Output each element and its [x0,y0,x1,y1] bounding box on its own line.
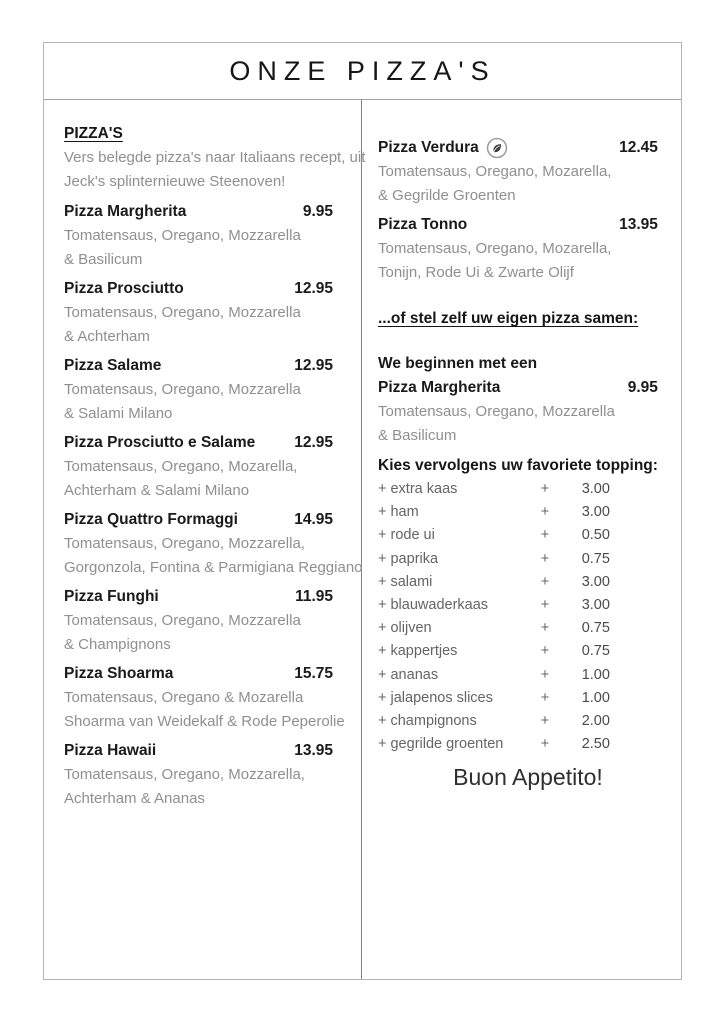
topping-plus-sign: + [540,527,550,544]
topping-label: + extra kaas [378,481,458,497]
item-description-line: Tomatensaus, Oregano, Mozzarella [64,612,301,629]
topping-plus-sign: + [540,504,550,521]
left-column [44,100,366,979]
item-name: Pizza Prosciutto e Salame [64,434,256,451]
menu-sheet [43,42,682,980]
topping-plus-sign: + [540,573,550,590]
section-heading: PIZZA'S [64,125,123,142]
item-description-line: Tomatensaus, Oregano, Mozzarella [64,304,301,321]
menu-item [64,431,333,503]
topping-row [378,664,610,687]
topping-label: + ananas [378,666,439,683]
topping-row [378,687,610,710]
item-description-line: Tomatensaus, Oregano, Mozzarella [64,381,301,398]
topping-price: 3.00 [581,573,610,590]
item-description-line: & Basilicum [378,427,457,444]
item-description-line: Gorgonzola, Fontina & Parmigiana Reggiano [64,559,363,576]
item-price: 13.95 [619,216,658,233]
item-description [64,378,333,426]
item-name-text: Pizza Verdura [378,139,479,156]
topping-plus-sign: + [540,597,550,614]
topping-plus-sign: + [540,620,550,637]
toppings-heading: Kies vervolgens uw favoriete topping: [378,457,658,474]
item-description-line: Tomatensaus, Oregano, Mozarella, [64,458,298,475]
topping-price: 0.50 [581,527,610,544]
item-price: 9.95 [302,203,333,220]
menu-item [64,508,363,580]
item-description [378,237,658,285]
item-description-line: & Basilicum [64,251,143,268]
item-description-line: & Salami Milano [64,405,173,422]
topping-price: 1.00 [581,689,610,706]
menu-columns [44,100,681,979]
item-description [64,763,333,811]
item-price: 11.95 [295,588,333,605]
menu-item [378,213,658,285]
topping-plus-sign: + [540,481,550,497]
topping-label: + champignons [378,713,477,730]
topping-price: 0.75 [581,643,610,660]
item-description [64,301,333,349]
menu-item [64,354,333,426]
item-description-line: Tomatensaus, Oregano, Mozzarella, [64,766,305,783]
item-description [64,224,333,272]
item-price: 15.75 [294,665,333,682]
topping-row [378,594,610,617]
item-price: 9.95 [627,379,658,396]
menu-item [64,200,333,272]
page-title: ONZE PIZZA'S [229,55,496,86]
item-name: Pizza Quattro Formaggi [64,511,238,528]
item-description-line: & Achterham [64,328,150,345]
topping-row [378,571,610,594]
item-price: 13.95 [294,742,333,759]
item-description [378,160,658,208]
menu-item [64,662,345,734]
topping-price: 1.00 [581,666,610,683]
menu-item [64,739,333,811]
topping-row [378,733,610,756]
item-description [64,455,333,503]
item-name: Pizza Prosciutto [64,280,184,297]
right-column [362,100,691,979]
item-description-line: Tonijn, Rode Ui & Zwarte Olijf [378,264,574,281]
topping-row [378,548,610,571]
item-description [378,400,658,448]
intro-line: Jeck's splinternieuwe Steenoven! [64,173,286,190]
item-description-line: Achterham & Ananas [64,790,205,807]
toppings-list [378,478,658,756]
menu-item [64,585,333,657]
topping-row [378,478,610,501]
topping-price: 3.00 [581,597,610,614]
menu-item [378,376,658,448]
topping-label: + rode ui [378,527,435,544]
topping-price: 0.75 [581,620,610,637]
intro-line: Vers belegde pizza's naar Italiaans recept, uit [64,149,366,166]
topping-plus-sign: + [540,550,550,567]
item-description-line: Tomatensaus, Oregano, Mozarella, [378,163,612,180]
topping-label: + salami [378,573,433,590]
footer-text: Buon Appetito! [453,764,603,791]
topping-row [378,710,610,733]
topping-row [378,524,610,547]
item-description [64,532,363,580]
item-description-line: Tomatensaus, Oregano, Mozzarella [64,227,301,244]
topping-plus-sign: + [540,689,550,706]
item-price: 12.95 [294,434,333,451]
topping-row [378,617,610,640]
item-name: Pizza Salame [64,357,162,374]
item-description-line: Tomatensaus, Oregano & Mozarella [64,689,304,706]
topping-plus-sign: + [540,666,550,683]
item-description [64,686,345,734]
topping-label: + kappertjes [378,643,458,660]
topping-label: + gegrilde groenten [378,736,504,753]
item-description-line: Achterham & Salami Milano [64,482,250,499]
topping-row [378,501,610,524]
topping-price: 3.00 [581,504,610,521]
topping-plus-sign: + [540,713,550,730]
item-price: 14.95 [294,511,333,528]
item-name: Pizza Margherita [64,203,187,220]
item-description-line: & Gegrilde Groenten [378,187,516,204]
menu-item [378,136,658,208]
topping-plus-sign: + [540,736,550,753]
item-price: 12.95 [294,357,333,374]
item-name: Pizza Tonno [378,216,468,233]
topping-price: 2.50 [581,736,610,753]
item-description [64,609,333,657]
topping-label: + olijven [378,620,432,637]
base-pizza-intro: We beginnen met een [378,355,538,372]
item-name: Pizza Shoarma [64,665,174,682]
topping-label: + ham [378,504,419,521]
intro-text [64,146,366,194]
custom-pizza-heading: ...of stel zelf uw eigen pizza samen: [378,310,639,327]
item-description-line: & Champignons [64,636,171,653]
topping-price: 3.00 [581,481,610,497]
menu-header [44,43,681,100]
vegetarian-leaf-icon [486,137,508,159]
item-name: Pizza Hawaii [64,742,157,759]
item-description-line: Shoarma van Weidekalf & Rode Peperolie [64,713,345,730]
item-price: 12.45 [619,139,658,156]
item-name [378,136,508,160]
item-price: 12.95 [294,280,333,297]
topping-price: 0.75 [581,550,610,567]
item-description-line: Tomatensaus, Oregano, Mozzarella [378,403,615,420]
item-description-line: Tomatensaus, Oregano, Mozzarella, [64,535,305,552]
topping-label: + jalapenos slices [378,689,493,706]
topping-label: + blauwaderkaas [378,597,489,614]
topping-label: + paprika [378,550,439,567]
item-description-line: Tomatensaus, Oregano, Mozarella, [378,240,612,257]
item-name: Pizza Funghi [64,588,159,605]
item-name: Pizza Margherita [378,379,501,396]
menu-item [64,277,333,349]
topping-plus-sign: + [540,643,550,660]
topping-row [378,640,610,663]
topping-price: 2.00 [581,713,610,730]
